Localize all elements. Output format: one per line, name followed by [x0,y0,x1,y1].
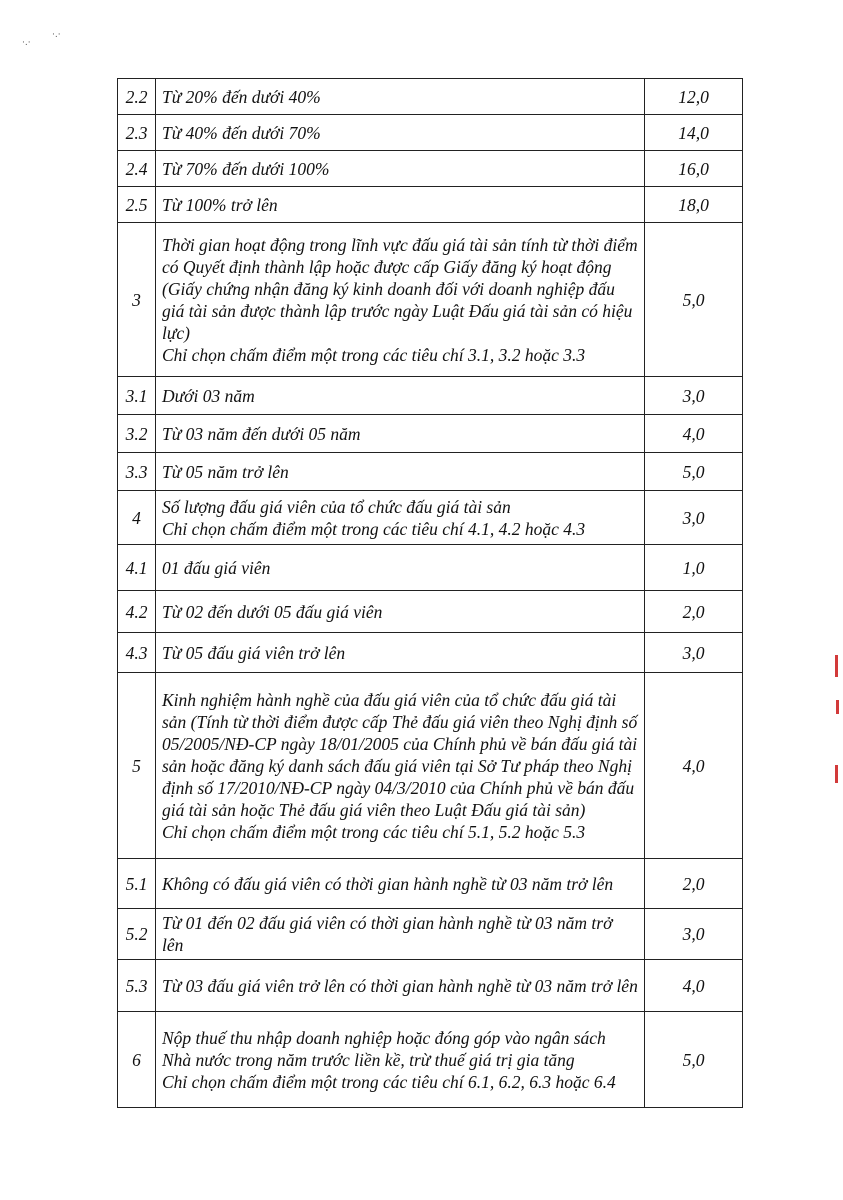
table-row [118,633,743,673]
criterion-number: 5.3 [118,960,156,1012]
criterion-description [156,151,645,187]
table-row [118,545,743,591]
criterion-text: 01 đấu giá viên [162,557,271,578]
table-row [118,909,743,960]
criterion-score: 3,0 [645,633,743,673]
criterion-number: 3 [118,223,156,377]
criterion-number: 4.1 [118,545,156,591]
criterion-number: 3.1 [118,377,156,415]
criterion-number: 2.3 [118,115,156,151]
table-row [118,187,743,223]
criterion-description [156,1012,645,1108]
table-row [118,377,743,415]
table-row [118,1012,743,1108]
criterion-text: Từ 70% đến dưới 100% [162,158,330,179]
criterion-score: 4,0 [645,415,743,453]
criterion-score: 5,0 [645,453,743,491]
criterion-text: Thời gian hoạt động trong lĩnh vực đấu giá tài sản tính từ thời điểm có Quyết định thành lập hoặc được cấp Giấy đăng ký hoạt động (Giấy chứng nhận đăng ký kinh doanh đối với doanh nghiệp đấu giá tài sản được thành lập trước ngày Luật Đấu giá tài sản có hiệu lực) [162,234,638,343]
criterion-description [156,187,645,223]
criterion-number: 2.2 [118,79,156,115]
criterion-text: Từ 20% đến dưới 40% [162,86,321,107]
criterion-number: 5.1 [118,859,156,909]
criterion-text: Từ 40% đến dưới 70% [162,122,321,143]
criterion-number: 4.3 [118,633,156,673]
criterion-score: 4,0 [645,673,743,859]
criterion-score: 2,0 [645,859,743,909]
criterion-text: Từ 03 đấu giá viên trở lên có thời gian hành nghề từ 03 năm trở lên [162,975,638,996]
table-row [118,673,743,859]
edge-mark [836,700,839,714]
table-row [118,79,743,115]
criterion-score: 1,0 [645,545,743,591]
criterion-score: 5,0 [645,223,743,377]
criterion-text: Chỉ chọn chấm điểm một trong các tiêu chí 4.1, 4.2 hoặc 4.3 [162,518,586,539]
criterion-text: Nộp thuế thu nhập doanh nghiệp hoặc đóng góp vào ngân sách Nhà nước trong năm trước liền kề, trừ thuế giá trị gia tăng [162,1027,606,1070]
criterion-description [156,633,645,673]
criterion-score: 18,0 [645,187,743,223]
criterion-text: Từ 03 năm đến dưới 05 năm [162,423,361,444]
table-row [118,223,743,377]
scan-speck: ·.· [22,38,31,48]
criterion-score: 5,0 [645,1012,743,1108]
criterion-number: 2.5 [118,187,156,223]
criterion-score: 3,0 [645,377,743,415]
criterion-description [156,223,645,377]
criterion-text: Từ 01 đến 02 đấu giá viên có thời gian hành nghề từ 03 năm trở lên [162,913,613,955]
criterion-number: 2.4 [118,151,156,187]
criterion-score: 4,0 [645,960,743,1012]
criterion-description [156,79,645,115]
table-row [118,453,743,491]
criterion-description [156,453,645,491]
criterion-description [156,377,645,415]
table-row [118,859,743,909]
edge-mark [835,765,838,783]
table-row [118,115,743,151]
criterion-number: 6 [118,1012,156,1108]
criterion-number: 4 [118,491,156,545]
criterion-score: 3,0 [645,491,743,545]
criterion-score: 2,0 [645,591,743,633]
criterion-number: 5 [118,673,156,859]
criterion-number: 3.3 [118,453,156,491]
criterion-description [156,673,645,859]
criterion-number: 3.2 [118,415,156,453]
criterion-score: 14,0 [645,115,743,151]
criterion-score: 12,0 [645,79,743,115]
criterion-text: Từ 05 năm trở lên [162,461,289,482]
criterion-score: 3,0 [645,909,743,960]
table-row [118,591,743,633]
criterion-description [156,545,645,591]
criterion-number: 4.2 [118,591,156,633]
criterion-text: Chỉ chọn chấm điểm một trong các tiêu chí 3.1, 3.2 hoặc 3.3 [162,344,586,365]
table-row [118,151,743,187]
criterion-description [156,909,645,960]
criterion-text: Số lượng đấu giá viên của tổ chức đấu giá tài sản [162,496,511,517]
criterion-description [156,115,645,151]
criterion-description [156,960,645,1012]
edge-mark [835,655,838,677]
criterion-description [156,859,645,909]
criterion-description [156,591,645,633]
criterion-text: Từ 02 đến dưới 05 đấu giá viên [162,601,383,622]
table-row [118,415,743,453]
criterion-description [156,415,645,453]
criterion-text: Kinh nghiệm hành nghề của đấu giá viên của tổ chức đấu giá tài sản (Tính từ thời điểm được cấp Thẻ đấu giá viên theo Nghị định số 05/2005/NĐ-CP ngày 18/01/2005 của Chính phủ về bán đấu giá tài sản hoặc đăng ký danh sách đấu giá viên tại Sở Tư pháp theo Nghị định số 17/2010/NĐ-CP ngày 04/3/2010 của Chính phủ về bán đấu giá tài sản hoặc Thẻ đấu giá viên theo Luật Đấu giá tài sản) [162,689,638,820]
criterion-text: Chỉ chọn chấm điểm một trong các tiêu chí 6.1, 6.2, 6.3 hoặc 6.4 [162,1071,616,1092]
criterion-text: Chỉ chọn chấm điểm một trong các tiêu chí 5.1, 5.2 hoặc 5.3 [162,821,586,842]
criterion-number: 5.2 [118,909,156,960]
criterion-text: Không có đấu giá viên có thời gian hành nghề từ 03 năm trở lên [162,873,614,894]
criterion-text: Dưới 03 năm [162,385,255,406]
scan-speck: ·.· [52,30,61,40]
criterion-score: 16,0 [645,151,743,187]
scoring-criteria-table [117,78,743,1108]
table-row [118,960,743,1012]
criterion-text: Từ 100% trở lên [162,194,278,215]
criterion-text: Từ 05 đấu giá viên trở lên [162,642,346,663]
table-row [118,491,743,545]
criterion-description [156,491,645,545]
